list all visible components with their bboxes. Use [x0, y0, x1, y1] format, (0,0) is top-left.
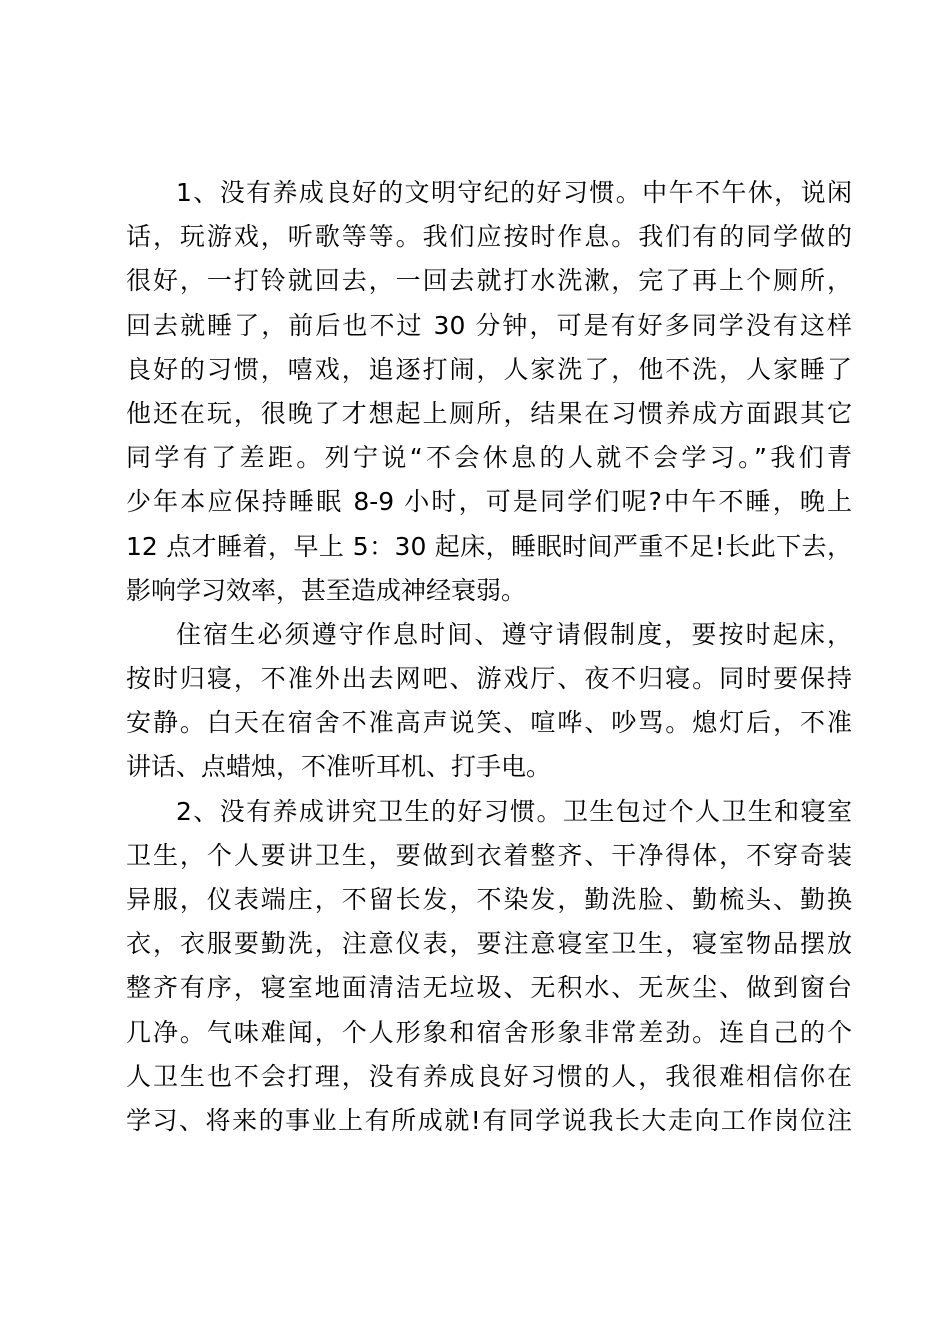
- paragraph-1-line-8: 少年本应保持睡眠 8-9 小时，可是同学们呢?中午不睡，晚上: [126, 487, 852, 517]
- paragraph-3-line-1: 2、没有养成讲究卫生的好习惯。卫生包过个人卫生和寝室: [176, 796, 852, 826]
- paragraph-3-line-6: 几净。气味难闻，个人形象和宿舍形象非常差劲。连自己的个: [126, 1017, 852, 1047]
- paragraph-3-line-8: 学习、将来的事业上有所成就!有同学说我长大走向工作岗位注: [126, 1105, 852, 1135]
- paragraph-1-line-5: 良好的习惯，嘻戏，追逐打闹，人家洗了，他不洗，人家睡了: [126, 354, 852, 384]
- paragraph-1-line-6: 他还在玩，很晚了才想起上厕所，结果在习惯养成方面跟其它: [126, 398, 852, 428]
- paragraph-2-line-2: 按时归寝，不准外出去网吧、游戏厅、夜不归寝。同时要保持: [126, 664, 852, 694]
- paragraph-1-line-7: 同学有了差距。列宁说“不会休息的人就不会学习。”我们青: [126, 443, 852, 473]
- paragraph-2-line-1: 住宿生必须遵守作息时间、遵守请假制度，要按时起床，: [176, 619, 852, 649]
- paragraph-1-line-1: 1、没有养成良好的文明守纪的好习惯。中午不午休，说闲: [176, 178, 852, 207]
- paragraph-3-line-2: 卫生，个人要讲卫生，要做到衣着整齐、干净得体，不穿奇装: [126, 840, 852, 870]
- paragraph-1-line-4: 回去就睡了，前后也不过 30 分钟，可是有好多同学没有这样: [126, 310, 852, 340]
- paragraph-1-line-2: 话，玩游戏，听歌等等。我们应按时作息。我们有的同学做的: [126, 222, 852, 252]
- paragraph-1-line-10: 影响学习效率，甚至造成神经衰弱。: [126, 575, 527, 605]
- paragraph-2-line-3: 安静。白天在宿舍不准高声说笑、喧哗、吵骂。熄灯后，不准: [126, 708, 852, 738]
- paragraph-1-line-3: 很好，一打铃就回去，一回去就打水洗漱，完了再上个厕所，: [126, 266, 852, 296]
- paragraph-1-line-9: 12 点才睡着，早上 5：30 起床，睡眠时间严重不足!长此下去，: [126, 531, 852, 561]
- document-body: [126, 171, 852, 1143]
- paragraph-3-line-7: 人卫生也不会打理，没有养成良好习惯的人，我很难相信你在: [126, 1061, 852, 1091]
- paragraph-3-line-3: 异服，仪表端庄，不留长发，不染发，勤洗脸、勤梳头、勤换: [126, 885, 852, 914]
- paragraph-3-line-4: 衣，衣服要勤洗，注意仪表，要注意寝室卫生，寝室物品摆放: [126, 929, 852, 959]
- paragraph-3-line-5: 整齐有序，寝室地面清洁无垃圾、无积水、无灰尘、做到窗台: [126, 973, 852, 1003]
- paragraph-2-line-4: 讲话、点蜡烛，不准听耳机、打手电。: [126, 752, 552, 782]
